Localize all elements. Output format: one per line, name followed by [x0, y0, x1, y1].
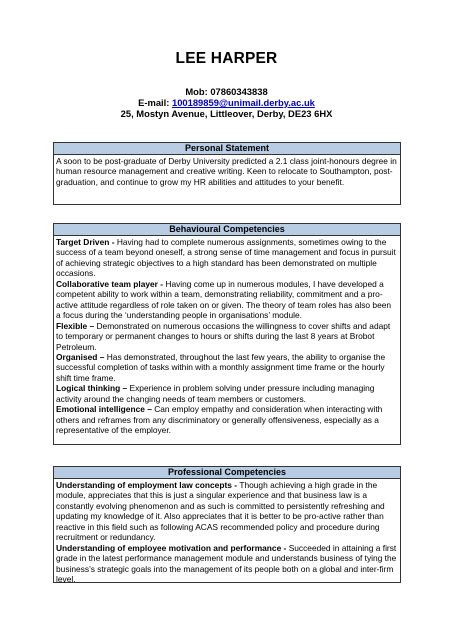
competency-text: Experience in problem solving under pressure including managing activity around the changing needs of team members or customers.: [56, 383, 375, 404]
competency-item: [56, 404, 398, 435]
competency-item: [56, 543, 398, 585]
section-heading: Behavioural Competencies: [54, 224, 400, 236]
competency-term: Target Driven -: [56, 237, 117, 247]
competency-text: Can employ empathy and consideration when interacting with others and reframes from any discriminatory or generally offensiveness, especially as a representative of the employer.: [56, 404, 383, 436]
competency-term: Understanding of employment law concepts -: [56, 480, 240, 490]
candidate-name: LEE HARPER: [175, 50, 278, 67]
competency-term: Collaborative team player -: [56, 278, 166, 289]
competency-text: Succeeded in attaining a first grade in the latest performance management module and understands business of tying the business’s strategic goals into the management of its people both on a global and inter-firm level.: [56, 542, 397, 585]
personal-statement-text: A soon to be post-graduate of Derby University predicted a 2.1 class joint-honours degree in human resource management and creative writing. Keen to relocate to Southampton, post-graduation, and continue to grow my HR abilities and attitudes to your benefit.: [56, 156, 397, 187]
competency-item: [56, 352, 398, 383]
competency-term: Flexible –: [56, 320, 97, 331]
mobile-line: [0, 86, 453, 97]
mobile-number: 07860343838: [210, 86, 268, 97]
competency-item: [56, 321, 398, 352]
competency-term: Logical thinking –: [56, 383, 130, 394]
competency-text: Having come up in numerous modules, I have developed a competent ability to work within a team, demonstrating reliability, commitment and a pro-active attitude regardless of role taken on or given. The theory of team roles has also been a focus during the ‘understanding people in organisations’ module.: [56, 278, 392, 321]
personal-statement-section: [53, 142, 401, 205]
competency-item: [56, 279, 398, 321]
section-heading: Personal Statement: [54, 143, 400, 155]
mobile-label: Mob:: [185, 86, 211, 97]
competency-term: Emotional intelligence –: [56, 404, 155, 415]
section-heading: Professional Competencies: [54, 467, 400, 479]
competency-text: Demonstrated on numerous occasions the willingness to cover shifts and adapt to temporary or permanent changes to hours or shifts during the last 8 years at Brobot Petroleum.: [56, 320, 391, 352]
competency-item: [56, 237, 398, 279]
competency-text: Has demonstrated, throughout the last few years, the ability to organise the successful completion of tasks within with a monthly assignment time frame or the hourly shift time frame.: [56, 351, 386, 383]
behavioural-competencies-section: [53, 223, 401, 445]
competency-text: Though achieving a high grade in the module, appreciates that this is just a singular experience and that business law is a constantly evolving phenomenon and as such is committed to persistently refreshing and updating my knowledge of it. Also appreciates that it is better to be pro-active rather than reactive in this field such as following ACAS recommended policy and procedure during recruitment or redundancy.: [56, 480, 385, 543]
competency-term: Organised –: [56, 351, 107, 362]
address: 25, Mostyn Avenue, Littleover, Derby, DE23 6HX: [120, 108, 333, 119]
competency-text: Having had to complete numerous assignments, sometimes owing to the success of a team beyond oneself, a strong sense of time management and focus in pursuit of achieving strategic objectives to a high standard has been demonstrated on multiple occasions.: [56, 237, 396, 279]
email-link[interactable]: 100189859@unimail.derby.ac.uk: [171, 97, 315, 108]
competency-item: [56, 480, 398, 543]
competency-item: [56, 383, 398, 404]
email-line: [0, 97, 453, 108]
email-label: E-mail:: [138, 97, 172, 108]
professional-competencies-section: [53, 466, 401, 583]
competency-term: Understanding of employee motivation and performance -: [56, 542, 289, 553]
